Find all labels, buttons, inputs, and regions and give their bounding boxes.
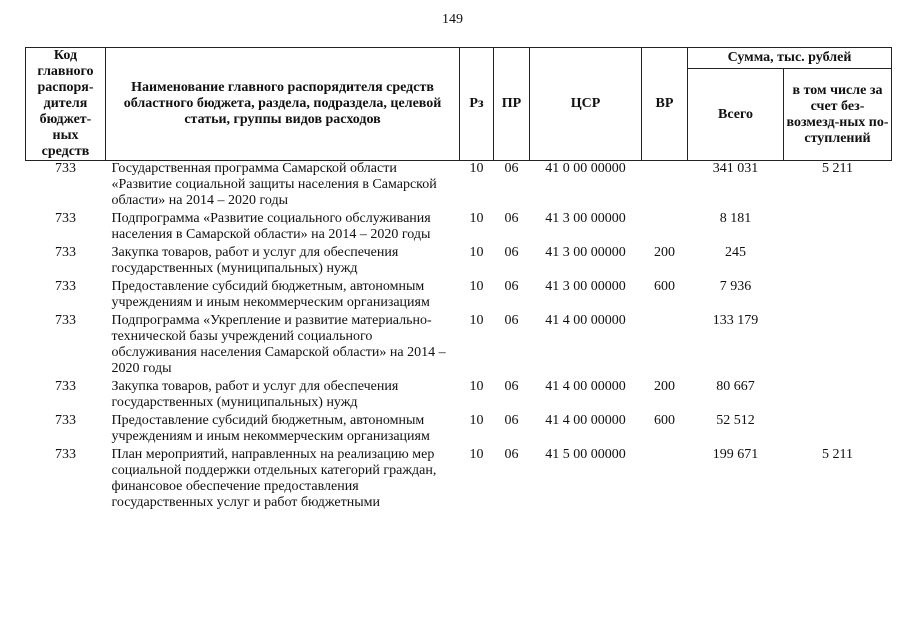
page-number: 149 (442, 12, 463, 27)
cell-vr: 600 (654, 279, 675, 294)
cell-total: 52 512 (716, 413, 755, 428)
table-row (26, 413, 892, 447)
cell-rz: 10 (469, 379, 484, 394)
table-row (26, 313, 892, 379)
cell-total: 7 936 (719, 279, 752, 294)
header-vr: ВР (642, 48, 688, 161)
cell-vr (642, 447, 688, 513)
cell-code: 733 (55, 245, 76, 260)
table-row (26, 379, 892, 413)
header-code: Код главного распоря-дителя бюджет-ных средств (26, 48, 106, 161)
cell-vr: 200 (654, 245, 675, 260)
cell-csr: 41 0 00 00000 (545, 161, 626, 176)
cell-csr: 41 3 00 00000 (545, 279, 626, 294)
cell-csr: 41 4 00 00000 (545, 413, 626, 428)
cell-total: 133 179 (712, 313, 759, 328)
cell-extrabudgetary (784, 211, 892, 245)
cell-rz: 10 (469, 447, 484, 462)
table-row (26, 279, 892, 313)
cell-extrabudgetary (784, 413, 892, 447)
cell-pr: 06 (504, 447, 519, 462)
cell-name: Подпрограмма «Развитие социального обслуживания населения в Самарской области» на 2014 – 2020 годы (111, 211, 431, 242)
cell-pr: 06 (504, 211, 519, 226)
cell-total: 245 (725, 245, 746, 260)
cell-name: Закупка товаров, работ и услуг для обеспечения государственных (муниципальных) нужд (111, 245, 399, 276)
cell-vr (642, 211, 688, 245)
cell-extrabudgetary: 5 211 (822, 447, 853, 462)
cell-extrabudgetary (784, 313, 892, 379)
cell-pr: 06 (504, 279, 519, 294)
cell-code: 733 (55, 211, 76, 226)
cell-code: 733 (55, 161, 76, 176)
cell-code: 733 (55, 447, 76, 462)
cell-csr: 41 4 00 00000 (545, 379, 626, 394)
cell-vr (642, 313, 688, 379)
cell-pr: 06 (504, 161, 519, 176)
cell-name: План мероприятий, направленных на реализацию мер социальной поддержки отдельных категорий граждан, финансовое обеспечение предоставления государственных услуг и работ бюджетными (111, 447, 437, 510)
table-body (26, 161, 892, 514)
cell-code: 733 (55, 279, 76, 294)
cell-vr: 600 (654, 413, 675, 428)
cell-csr: 41 4 00 00000 (545, 313, 626, 328)
table-row (26, 161, 892, 212)
table-row (26, 447, 892, 513)
header-csr: ЦСР (530, 48, 642, 161)
cell-extrabudgetary (784, 379, 892, 413)
header-total: Всего (688, 69, 784, 161)
budget-table (25, 47, 892, 513)
cell-code: 733 (55, 379, 76, 394)
cell-pr: 06 (504, 245, 519, 260)
table-header (26, 48, 892, 161)
cell-rz: 10 (469, 245, 484, 260)
cell-rz: 10 (469, 413, 484, 428)
cell-rz: 10 (469, 211, 484, 226)
cell-code: 733 (55, 313, 76, 328)
header-pr: ПР (494, 48, 530, 161)
cell-name: Закупка товаров, работ и услуг для обеспечения государственных (муниципальных) нужд (111, 379, 399, 410)
cell-csr: 41 3 00 00000 (545, 211, 626, 226)
cell-csr: 41 5 00 00000 (545, 447, 626, 462)
cell-total: 80 667 (716, 379, 755, 394)
cell-extrabudgetary (784, 245, 892, 279)
header-extrabudgetary: в том числе за счет без-возмезд-ных по-ступлений (784, 69, 892, 161)
cell-pr: 06 (504, 379, 519, 394)
header-rz: Рз (460, 48, 494, 161)
cell-extrabudgetary (784, 279, 892, 313)
cell-name: Подпрограмма «Укрепление и развитие материально-технической базы учреждений социального обслуживания населения Самарской области» на 2014 – 2020 годы (111, 313, 446, 376)
table-row (26, 245, 892, 279)
cell-vr (642, 161, 688, 212)
cell-rz: 10 (469, 313, 484, 328)
header-name: Наименование главного распорядителя средств областного бюджета, раздела, подраздела, целевой статьи, группы видов расходов (106, 48, 460, 161)
header-sum: Сумма, тыс. рублей (688, 48, 892, 69)
cell-total: 199 671 (712, 447, 759, 462)
cell-vr: 200 (654, 379, 675, 394)
cell-code: 733 (55, 413, 76, 428)
table-row (26, 211, 892, 245)
cell-pr: 06 (504, 313, 519, 328)
cell-name: Государственная программа Самарской области «Развитие социальной защиты населения в Самарской области» на 2014 – 2020 годы (111, 161, 437, 208)
cell-extrabudgetary: 5 211 (822, 161, 853, 176)
cell-rz: 10 (469, 279, 484, 294)
cell-total: 8 181 (719, 211, 752, 226)
cell-name: Предоставление субсидий бюджетным, автономным учреждениям и иным некоммерческим организациям (111, 279, 430, 310)
cell-pr: 06 (504, 413, 519, 428)
cell-name: Предоставление субсидий бюджетным, автономным учреждениям и иным некоммерческим организациям (111, 413, 430, 444)
cell-total: 341 031 (712, 161, 759, 176)
cell-csr: 41 3 00 00000 (545, 245, 626, 260)
cell-rz: 10 (469, 161, 484, 176)
